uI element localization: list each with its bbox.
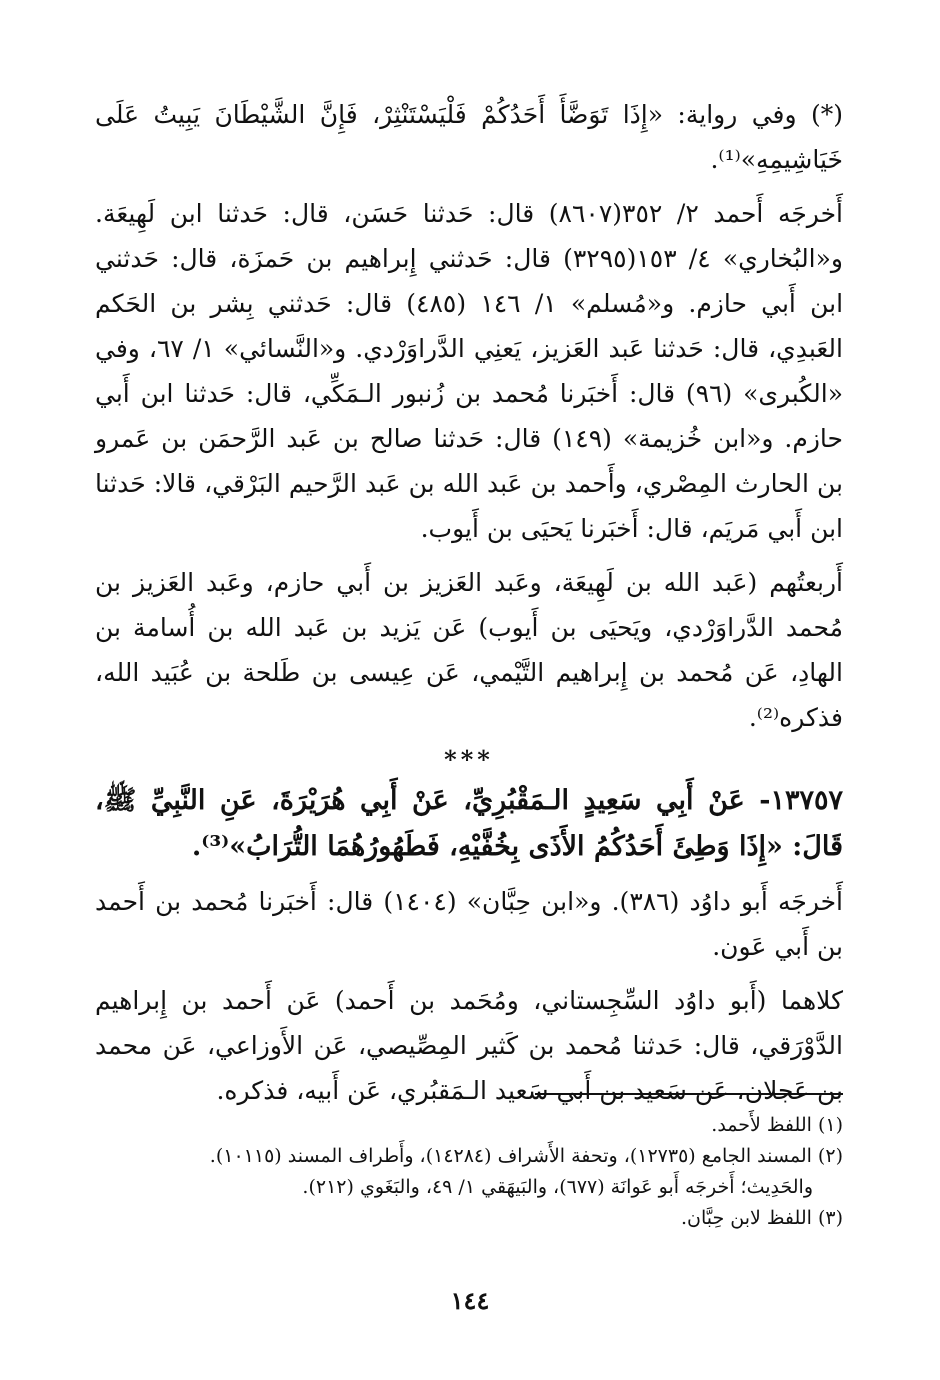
footnote-1: (١) اللفظ لأَحمد. bbox=[711, 1114, 843, 1136]
kilahuma-paragraph: كلاهما (أَبو داوُد السِّجِستاني، ومُحَمد بن أَحمد) عَن أَحمد بن إِبراهيم الدَّوْرَقي، قال: حَدثنا مُحمد بن كَثير المِصِّيصي، عَن الأَوزاعي، عَن محمد بن عَجلان، عَن سَعيد بن أَبي سَعيد الـمَقبُري، عَن أَبيه، فذكره. bbox=[95, 986, 843, 1105]
arbaatuhum-paragraph: أَربعتُهم (عَبد الله بن لَهِيعَة، وعَبد العَزيز بن أَبي حازم، وعَبد العَزيز بن مُحمد الدَّراوَرْدي، ويَحيَى بن أَيوب) عَن يَزيد بن عَبد الله بن أُسامة بن الهادِ، عَن مُحمد بن إِبراهيم التَّيْمي، عَن عِيسى بن طَلحة بن عُبَيد الله، فذكره⁽²⁾. bbox=[95, 568, 843, 732]
hadith-text: ١٣٧٥٧- عَنْ أَبِي سَعِيدٍ الـمَقْبُرِيِّ، عَنْ أَبِي هُرَيْرَةَ، عَنِ النَّبِيِّ ﷺ، قَالَ: «إِذَا وَطِئَ أَحَدُكُمُ الأَذَى بِخُفَّيْهِ، فَطَهُورُهُمَا التُّرَابُ»⁽³⁾. bbox=[95, 785, 843, 862]
takhrij-paragraph-1: أَخرجَه أَحمد ٢/ ٣٥٢(٨٦٠٧) قال: حَدثنا حَسَن، قال: حَدثنا ابن لَهِيعَة. و«البُخاري» ٤/ ١٥٣(٣٢٩٥) قال: حَدثني إِبراهيم بن حَمزَة، قال: حَدثني ابن أَبي حازم. و«مُسلم» ١/ ١٤٦ (٤٨٥) قال: حَدثني بِشر بن الحَكم العَبدِي، قال: حَدثنا عَبد العَزيز، يَعنِي الدَّراوَرْدي. و«النَّسائي» ١/ ٦٧، وفي «الكُبرى» (٩٦) قال: أَخبَرنا مُحمد بن زُنبور الـمَكِّي، قال: حَدثنا ابن أَبي حازم. و«ابن خُزيمة» (١٤٩) قال: حَدثنا صالح بن عَبد الرَّحمَن بن عَمرو بن الحارث المِصْري، وأَحمد بن عَبد الله بن عَبد الرَّحيم البَرْقي، قالا: حَدثنا ابن أَبي مَريَم، قال: أَخبَرنا يَحيَى بن أَيوب. bbox=[95, 199, 844, 543]
section-separator: *** bbox=[444, 745, 494, 774]
takhrij-paragraph-2: أَخرجَه أَبو داوُد (٣٨٦). و«ابن حِبَّان» (١٤٠٤) قال: أَخبَرنا مُحمد بن أَحمد بن أَبي عَون. bbox=[95, 887, 844, 961]
riwaya-paragraph: (*) وفي رواية: «إِذَا تَوَضَّأَ أَحَدُكُمْ فَلْيَسْتَنْثِرْ، فَإِنَّ الشَّيْطَانَ يَبِيتُ عَلَى خَيَاشِيمِهِ»⁽¹⁾. bbox=[95, 100, 843, 174]
footnote-2: (٢) المسند الجامع (١٢٧٣٥)، وتحفة الأَشراف (١٤٢٨٤)، وأَطراف المسند (١٠١١٥). bbox=[209, 1145, 843, 1167]
page-number: ١٤٤ bbox=[450, 1286, 490, 1315]
footnote-divider bbox=[535, 1093, 843, 1095]
footnote-3: (٣) اللفظ لابن حِبَّان. bbox=[680, 1207, 843, 1229]
footnotes bbox=[95, 1110, 843, 1234]
footnote-2-continuation: والحَدِيث؛ أَخرجَه أَبو عَوانَة (٦٧٧)، والبَيهَقي ١/ ٤٩، والبَغَوي (٢١٢). bbox=[302, 1176, 813, 1198]
main-text bbox=[95, 92, 843, 1113]
